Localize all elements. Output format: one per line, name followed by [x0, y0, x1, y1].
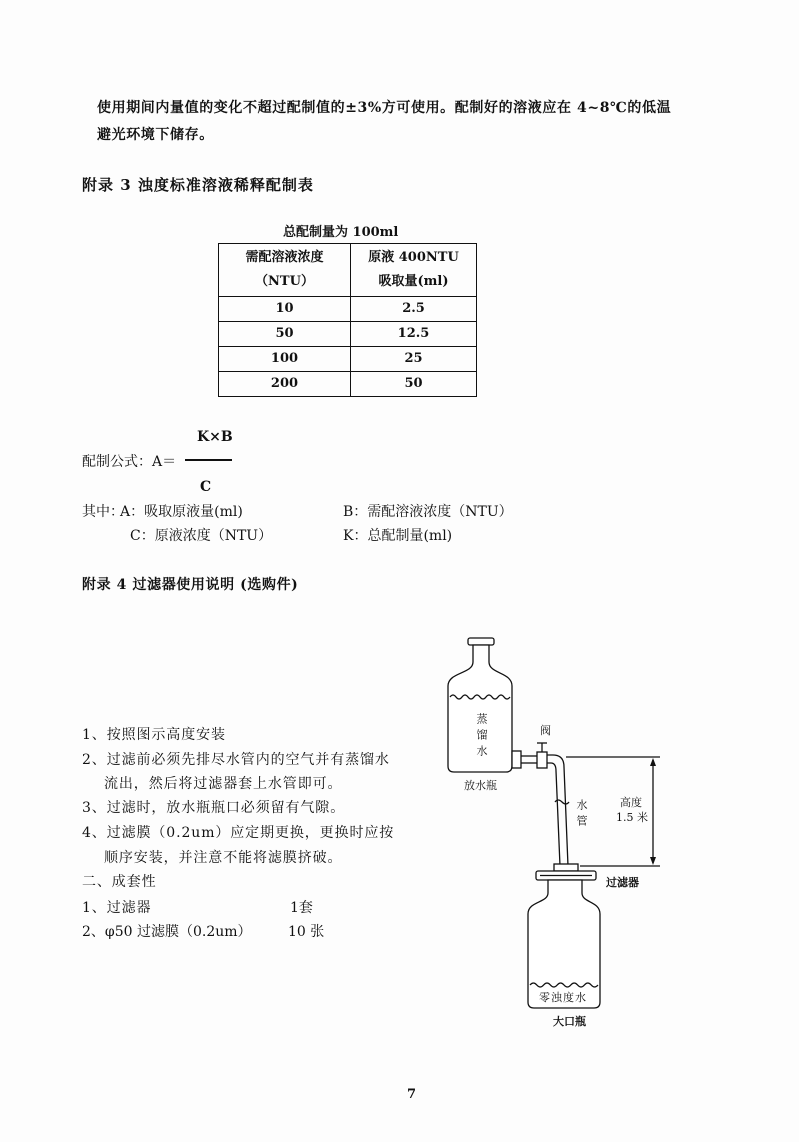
step-item: 1、按照图示高度安装	[82, 727, 226, 743]
legend-k: K：总配制量(ml)	[343, 528, 453, 544]
legend-b: B：需配溶液浓度（NTU）	[343, 504, 513, 520]
step-item: 3、过滤时，放水瓶瓶口必须留有气隙。	[82, 800, 346, 816]
table-header-row	[219, 244, 477, 297]
table-cell: 50	[351, 372, 477, 397]
kit-qty: 10 张	[288, 924, 325, 940]
top-bottle-content-label: 蒸馏水	[475, 713, 488, 761]
fraction-bar	[185, 459, 232, 461]
top-bottle-cap	[468, 638, 494, 645]
table-caption: 总配制量为 100ml	[283, 225, 399, 240]
height-label: 高度	[620, 796, 642, 809]
valve-label: 阀	[540, 724, 551, 737]
header-line: （NTU）	[255, 274, 314, 289]
filter-inlet	[554, 864, 578, 871]
table-row	[219, 322, 477, 347]
header-line: 需配溶液浓度	[245, 250, 324, 265]
top-bottle-name-label: 放水瓶	[464, 779, 497, 792]
kit-item: 1、过滤器	[82, 900, 152, 916]
header-line: 原液 400NTU	[368, 250, 459, 265]
bottom-bottle	[528, 880, 600, 1008]
page-number: 7	[407, 1087, 417, 1102]
step-item: 顺序安装，并注意不能将滤膜挤破。	[104, 850, 343, 866]
table-row	[219, 347, 477, 372]
step-item: 流出，然后将过滤器套上水管即可。	[104, 776, 343, 792]
outlet-valve	[512, 743, 547, 768]
table-cell: 200	[219, 372, 351, 397]
kit-title: 二、成套性	[82, 874, 157, 890]
legend-a: A：吸取原液量(ml)	[120, 504, 243, 520]
appendix-3-title: 附录 3 浊度标准溶液稀释配制表	[82, 176, 314, 194]
kit-qty: 1套	[290, 900, 313, 916]
intro-line-2: 避光环境下储存。	[97, 127, 214, 143]
table-cell: 10	[219, 297, 351, 322]
step-item: 4、过滤膜（0.2um）应定期更换，更换时应按	[82, 825, 395, 841]
table-row	[219, 297, 477, 322]
dilution-table	[218, 243, 477, 397]
dimension-arrow-down	[650, 857, 656, 865]
water-tube	[547, 755, 569, 866]
table-header-cell	[219, 244, 351, 297]
kit-item: 2、φ50 过滤膜（0.2um）	[82, 924, 252, 940]
table-cell: 25	[351, 347, 477, 372]
formula-label: 配制公式：A＝	[82, 454, 177, 470]
header-line: 吸取量(ml)	[378, 274, 449, 289]
table-cell: 12.5	[351, 322, 477, 347]
table-cell: 50	[219, 322, 351, 347]
step-item: 2、过滤前必须先排尽水管内的空气并有蒸馏水	[82, 752, 390, 768]
legend-c: C：原液浓度（NTU）	[130, 528, 273, 544]
tube-inner-line	[547, 763, 560, 866]
formula-denominator: C	[200, 479, 212, 495]
bottom-bottle-name-label: 大口瓶	[553, 1015, 586, 1028]
legend-intro: 其中：	[82, 504, 124, 520]
height-value: 1.5 米	[616, 811, 648, 824]
table-cell: 2.5	[351, 297, 477, 322]
tube-label: 水管	[575, 799, 588, 831]
appendix-4-title: 附录 4 过滤器使用说明 (选购件)	[82, 577, 299, 593]
table-header-cell	[351, 244, 477, 297]
filter-label: 过滤器	[606, 876, 639, 889]
bottom-bottle-body	[528, 880, 600, 1008]
intro-line-1: 使用期间内量值的变化不超过配制值的±3%方可使用。配制好的溶液应在 4~8℃的低温	[97, 100, 672, 116]
valve-body	[537, 752, 547, 768]
table-cell: 100	[219, 347, 351, 372]
formula-numerator: K×B	[197, 429, 233, 445]
bottom-bottle-content-label: 零浊度水	[539, 991, 587, 1004]
outlet-connector	[512, 751, 521, 768]
table-row	[219, 372, 477, 397]
filter-setup-diagram	[430, 625, 690, 1040]
dimension-arrow-up	[650, 758, 656, 766]
